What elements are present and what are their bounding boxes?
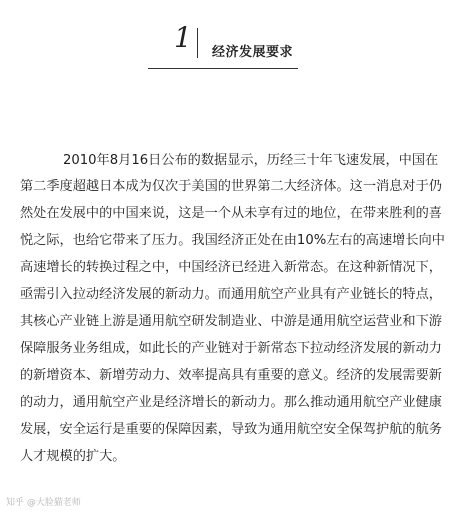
section-heading [0, 0, 450, 90]
article-line-8: 保障服务业务组成，如此长的产业链对于新常态下拉动经济发展的新动力 [20, 341, 442, 356]
article-line-2: 第二季度超越日本成为仅次于美国的世界第二大经济体。这一消息对于仍 [20, 179, 442, 194]
watermark: 知乎 @大脸猫老师 [6, 498, 81, 508]
article-line-6: 亟需引入拉动经济发展的新动力。而通用航空产业具有产业链长的特点， [20, 287, 442, 302]
article-line-3: 然处在发展中的中国来说，这是一个从未享有过的地位，在带来胜利的喜 [20, 206, 442, 221]
section-number: 1 [174, 21, 192, 54]
title-underline [148, 68, 298, 69]
section-title: 经济发展要求 [212, 45, 294, 60]
article-line-1: 2010年8月16日公布的数据显示，历经三十年飞速发展，中国在 [63, 153, 439, 168]
article-line-10: 的动力，通用航空产业是经济增长的新动力。那么推动通用航空产业健康 [20, 395, 442, 410]
number-divider [197, 28, 198, 58]
article-line-12: 人才规模的扩大。 [20, 449, 126, 464]
article-line-4: 悦之际，也给它带来了压力。我国经济正处在由10%左右的高速增长向中 [20, 233, 445, 248]
article-line-11: 发展，安全运行是重要的保障因素，导致为通用航空安全保驾护航的航务 [20, 422, 442, 437]
article-line-7: 其核心产业链上游是通用航空研发制造业、中游是通用航空运营业和下游 [20, 314, 442, 329]
article-line-5: 高速增长的转换过程之中，中国经济已经进入新常态。在这种新情况下， [20, 260, 442, 275]
article-line-9: 的新增资本、新增劳动力、效率提高具有重要的意义。经济的发展需要新 [20, 368, 442, 383]
